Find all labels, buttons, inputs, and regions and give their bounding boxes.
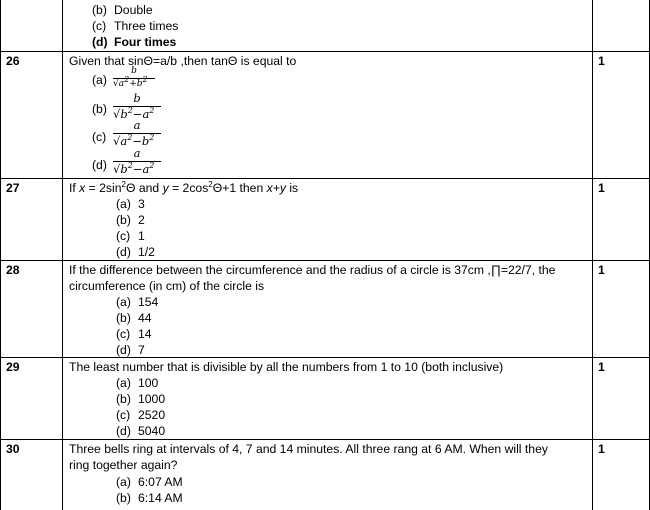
option: (b) 44	[116, 311, 152, 325]
option-fraction: b $√a^2+b^2$	[113, 66, 155, 94]
row-divider-30	[0, 439, 650, 440]
option: (a) 154	[116, 295, 159, 309]
option: (b) 6:14 AM	[116, 491, 183, 505]
question-text: If the difference between the circumference and the radius of a circle is 37cm ,∏=22/7, the	[69, 263, 556, 277]
option-fraction: a $√b^2-a^2$	[113, 146, 161, 178]
question-text: If $x = 2\sin^2\Theta$ and $y = 2\cos^2\Theta+1$ then x+y is	[69, 179, 299, 195]
question-marks: 1	[598, 442, 605, 456]
row-divider-28	[0, 260, 650, 261]
row-divider-26	[0, 51, 650, 52]
option-label: (b)	[92, 102, 107, 116]
table-divider-number	[62, 0, 63, 510]
option-label: (a)	[92, 73, 107, 87]
table-border-left	[0, 0, 1, 510]
question-text: circumference (in cm) of the circle is	[69, 279, 265, 293]
question-number: 29	[6, 360, 20, 374]
question-number: 30	[6, 442, 20, 456]
question-text: ring together again?	[69, 458, 178, 472]
option: (c) 2520	[116, 408, 166, 422]
option-fraction: b $√b^2-a^2$	[113, 91, 161, 123]
prev-option-c: (c) Three times	[92, 19, 179, 33]
question-marks: 1	[598, 181, 605, 195]
question-number: 27	[6, 181, 20, 195]
option: (b) 2	[116, 213, 145, 227]
option-label: (d)	[92, 158, 107, 172]
table-divider-marks	[592, 0, 593, 510]
option-label: (c)	[92, 130, 107, 144]
question-text: Three bells ring at intervals of 4, 7 and 14 minutes. All three rang at 6 AM. When will they	[69, 442, 548, 456]
prev-option-b: (b) Double	[92, 3, 153, 17]
option-fraction: a $√a^2-b^2$	[113, 118, 161, 150]
option: (c) 14	[116, 327, 152, 341]
question-marks: 1	[598, 360, 605, 374]
option: (d) 7	[116, 343, 145, 357]
option: (a) 6:07 AM	[116, 475, 183, 489]
question-number: 26	[6, 54, 20, 68]
option: (d) 5040	[116, 424, 166, 438]
option: (b) 1000	[116, 392, 166, 406]
question-text: Given that sinΘ=a/b ,then tanΘ is equal to	[69, 54, 297, 68]
question-marks: 1	[598, 263, 605, 277]
row-divider-27	[0, 178, 650, 179]
option: (a) 3	[116, 197, 145, 211]
option: (c) 1	[116, 229, 145, 243]
option: (a) 100	[116, 376, 159, 390]
row-divider-29	[0, 357, 650, 358]
option: (d) 1/2	[116, 245, 155, 259]
prev-option-d: (d) Four times	[92, 35, 177, 49]
question-number: 28	[6, 263, 20, 277]
question-text: The least number that is divisible by all the numbers from 1 to 10 (both inclusive)	[69, 360, 504, 374]
question-marks: 1	[598, 54, 605, 68]
